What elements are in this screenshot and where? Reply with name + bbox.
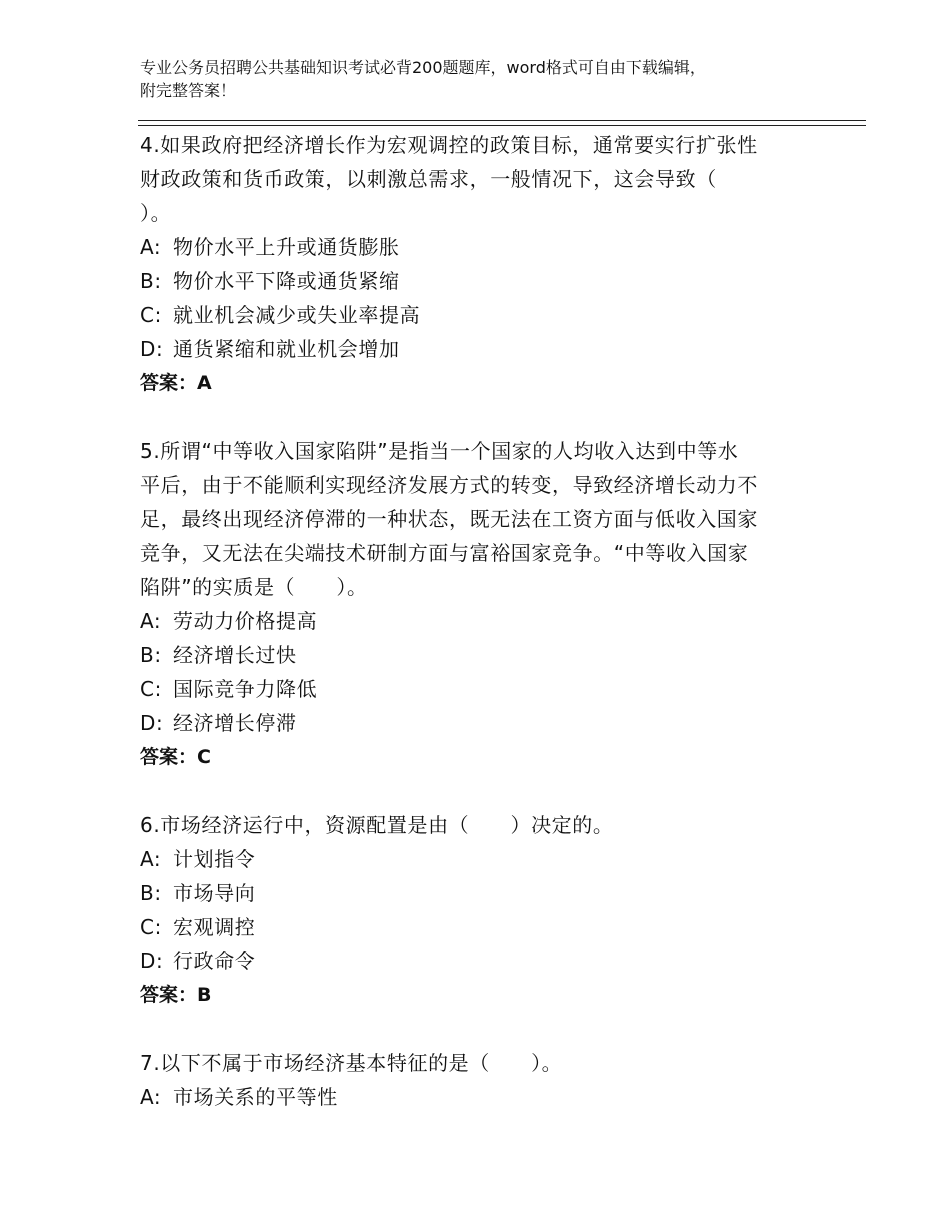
option-text: 行政命令 (173, 949, 256, 973)
question-list (140, 128, 800, 1114)
option-text: 市场关系的平等性 (173, 1085, 338, 1109)
option-key: B: (140, 881, 162, 905)
question-stem-line: 5.所谓“中等收入国家陷阱”是指当一个国家的人均收入达到中等水 (140, 439, 739, 463)
option-d (140, 706, 800, 740)
option-key: B: (140, 643, 162, 667)
header-divider (138, 120, 866, 126)
question-stem-line: 平后，由于不能顺利实现经济发展方式的转变，导致经济增长动力不 (140, 473, 758, 497)
option-text: 经济增长停滞 (173, 711, 297, 735)
option-key: C: (140, 915, 162, 939)
answer-line: 答案：C (140, 746, 211, 768)
option-text: 市场导向 (173, 881, 256, 905)
option-text: 物价水平下降或通货紧缩 (173, 269, 400, 293)
option-c (140, 672, 800, 706)
option-key: A: (140, 847, 162, 871)
option-text: 物价水平上升或通货膨胀 (173, 235, 400, 259)
option-c (140, 910, 800, 944)
option-key: D: (140, 337, 164, 361)
question-stem-line: 竞争，又无法在尖端技术研制方面与富裕国家竞争。“中等收入国家 (140, 541, 749, 565)
question-6 (140, 808, 800, 1012)
option-a (140, 842, 800, 876)
question-stem-line: ）。 (140, 201, 172, 225)
option-a (140, 604, 800, 638)
header-line-2: 附完整答案！ (140, 81, 237, 100)
option-key: A: (140, 1085, 162, 1109)
option-d (140, 332, 800, 366)
option-b (140, 876, 800, 910)
question-7 (140, 1046, 800, 1114)
option-text: 国际竞争力降低 (173, 677, 318, 701)
option-text: 劳动力价格提高 (173, 609, 318, 633)
question-stem-line: 6.市场经济运行中，资源配置是由（ ）决定的。 (140, 813, 614, 837)
option-text: 计划指令 (173, 847, 256, 871)
question-stem-line: 4.如果政府把经济增长作为宏观调控的政策目标，通常要实行扩张性 (140, 133, 758, 157)
option-key: D: (140, 949, 164, 973)
question-stem-line: 陷阱”的实质是（ ）。 (140, 575, 368, 599)
answer-line: 答案：A (140, 372, 212, 394)
option-key: C: (140, 303, 162, 327)
option-text: 宏观调控 (173, 915, 256, 939)
question-stem-line: 足，最终出现经济停滞的一种状态，既无法在工资方面与低收入国家 (140, 507, 758, 531)
option-text: 就业机会减少或失业率提高 (173, 303, 421, 327)
question-5 (140, 434, 800, 774)
option-key: A: (140, 235, 162, 259)
header-line-1: 专业公务员招聘公共基础知识考试必背200题题库，word格式可自由下载编辑， (140, 58, 706, 77)
option-b (140, 264, 800, 298)
option-text: 经济增长过快 (173, 643, 297, 667)
option-a (140, 1080, 800, 1114)
option-key: A: (140, 609, 162, 633)
option-key: D: (140, 711, 164, 735)
option-key: B: (140, 269, 162, 293)
answer-line: 答案：B (140, 984, 212, 1006)
option-b (140, 638, 800, 672)
option-c (140, 298, 800, 332)
question-stem-line: 7.以下不属于市场经济基本特征的是（ ）。 (140, 1051, 563, 1075)
option-d (140, 944, 800, 978)
question-4 (140, 128, 800, 400)
option-a (140, 230, 800, 264)
document-header (140, 56, 840, 102)
option-text: 通货紧缩和就业机会增加 (173, 337, 400, 361)
option-key: C: (140, 677, 162, 701)
question-stem-line: 财政政策和货币政策，以刺激总需求，一般情况下，这会导致（ (140, 167, 717, 191)
